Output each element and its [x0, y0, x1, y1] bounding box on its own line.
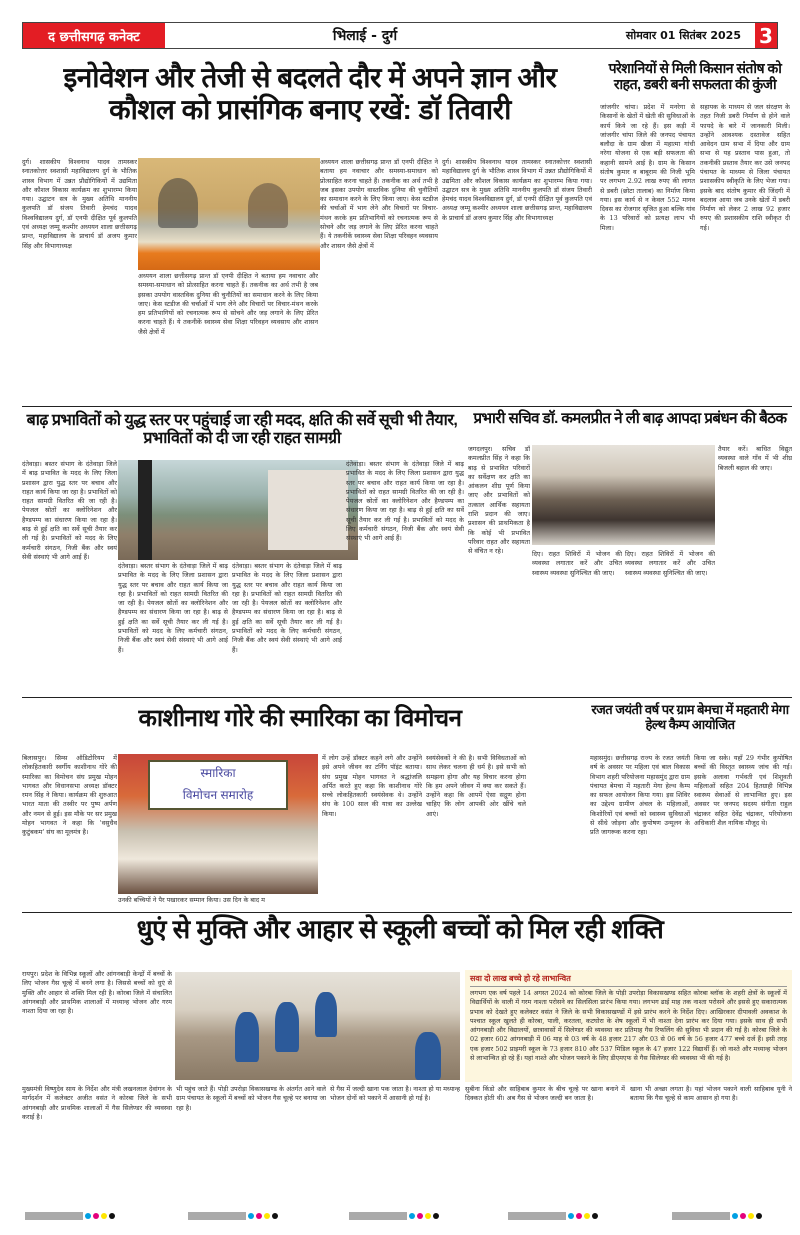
story5-col1: बिलासपुर। सिम्स ऑडिटोरियम में लोकहितकारी स्वर्गीय काशीनाथ गोरे की स्मारिका का विमोचन संघ प्रमुख मोहन भागवत और विधानसभा अध्यक्ष डॉक्टर रमन सिंह ने किया। कार्यक्रम की शुरुआत भारत माता की तस्वीर पर पुष्प अर्पण और नमन से हुई। इस मौके पर सर प्रमुख मोहन भागवत ने कहा कि 'वसुधैव कुटुंबकम' संघ का मूलमंत्र है।	[22, 754, 117, 837]
story2-col2: सहायक के माध्यम से जल संरक्षण के तहत निजी डबरी निर्माण से होने वाले फायदे के बारे में जानकारी मिली। उन्होंने आवश्यक दस्तावेज सहित आवेदन ग्राम सभा में दिया और ग्राम सभा से यह प्रस्ताव पास हुआ, तो तकनीकी प्रस्ताव तैयार कर उसे जनपद पंचायत के माध्यम से जिला पंचायत प्रशासकीय स्वीकृति के लिए भेजा गया। इसके बाद संतोष कुमार की जिंदगी में बदलाव आया जब उनके खेतों में डबरी निर्माण को लेकर 2 लाख 92 हजार रुपए की प्रशासकीय राशि स्वीकृत दी गई।	[700, 103, 790, 232]
story4-meeting-photo	[532, 445, 715, 545]
divider	[22, 697, 792, 698]
divider	[22, 912, 792, 913]
story7-bottom-col4: सुबीना किंडो और साहिबाब कुमार के बीच चूल्हे पर खाना बनाने में दिक्कत होती थी। अब गैस से भोजन जल्दी बन जाता है।	[465, 1085, 625, 1103]
story1-col1: दुर्ग। शासकीय विश्वनाथ यादव तामस्कर स्नातकोत्तर स्वशासी महाविद्यालय दुर्ग के भौतिक शास्त्र विभाग में उन्नत प्रौद्योगिकियों में उद्यमिता और कौशल विकास कार्यक्रम का शुभारम्भ किया गया। उद्घाटन सत्र के मुख्य अतिथि माननीय कुलपति डॉ संजय तिवारी हेमचंद यादव विश्वविद्यालय दुर्ग, डॉ एनपी दीक्षित पूर्व कुलपति एवं अध्यक्ष जम्मू कश्मीर अध्ययन शाला छत्तीसगढ़ प्रान्त, महाविद्यालय के प्राचार्य डॉ अजय कुमार सिंह और विभागाध्यक्ष	[22, 158, 137, 250]
story4-col1: जगदलपुर। सचिव डॉ कमलप्रीत सिंह ने कहा कि बाढ़ से प्रभावित परिवारों का सर्वेक्षण कर क्षति का आंकलन शीघ्र पूर्ण किया जाए और प्रभावितों को तत्काल आर्थिक सहायता राशि प्रदान की जाए। प्रशासन की प्राथमिकता है कि कोई भी प्रभावित परिवार राहत और सहायता से वंचित न रहे।	[468, 445, 530, 556]
yellow-dot	[101, 1213, 107, 1219]
story6-col1: महासमुंद। छत्तीसगढ़ राज्य के रजत जयंती वर्ष के अवसर पर महिला एवं बाल विकास विभाग शहरी परियोजना महासमुंद द्वारा ग्राम पंचायत बेमचा में महतारी मेगा हेल्थ कैम्प का सफल आयोजन किया गया। इस शिविर का उद्देश्य ग्रामीण अंचल के महिलाओं, किशोरियों एवं बच्चों को स्वास्थ्य सुविधाओं से सीधे जोड़ना और कुपोषण उन्मूलन के प्रति जागरूक करना रहा।	[590, 754, 690, 837]
building	[268, 470, 348, 550]
story5-col3: स्वयंसेवकों ने की है। सभी विविधताओं को साथ लेकर चलना ही धर्म है। इसे सभी को समझना होगा और यह विचार करना होगा कि हम अपने जीवन में क्या कर सकते हैं। उन्होंने कहा कि आपमें ऐसा सद्गुण होना चाहिए कि लोग आपकी ओर खींचे चले आएं।	[426, 754, 526, 818]
story7-bottom-col5: खाना भी अच्छा लगता है। यहां भोजन पकाने वाली साहिबाब यूनी ने बताया कि गैस चूल्हे से काम आसान हो गया है।	[630, 1085, 792, 1103]
banner-line1: स्मारिका	[200, 766, 236, 780]
story5-caption: उनकी बच्चियों ने पैर पखारकर सम्मान किया। उस दिन के बाद म	[118, 896, 265, 904]
registration-mark	[25, 1212, 115, 1220]
story7-col1: रायपुर। प्रदेश के विभिन्न स्कूलों और आंगनबाड़ी केन्द्रों में बच्चों के लिए भोजन गैस चूल्हे में बनने लगा है। जिससे बच्चों को धुएं से मुक्ति और आहार से शक्ति मिल रही है। कोरबा जिले में संचालित आंगनबाड़ी और प्राथमिक शालाओं में मध्यान्ह भोजन और गरम नाश्ता दिया जा रहा है।	[22, 970, 172, 1016]
newspaper-brand: द छत्तीसगढ़ कनेक्ट	[23, 23, 165, 48]
child-figure	[235, 1012, 259, 1062]
story2-headline: परेशानियों से मिली किसान संतोष को राहत, डबरी बनी सफलता की कुंजी	[608, 60, 782, 93]
edition-date: सोमवार 01 सितंबर 2025	[625, 29, 741, 42]
story5-event-photo	[118, 754, 318, 894]
story1-headline: इनोवेशन और तेजी से बदलते दौर में अपने ज्ञान और कौशल को प्रासंगिक बनाए रखें: डॉ तिवारी	[63, 62, 557, 126]
person-silhouette	[158, 178, 198, 228]
info-box-text: लगभग एक वर्ष पहले 14 अगस्त 2024 को कोरबा जिले के पोड़ी उपरोड़ा विकासखण्ड सहित कोरबा ब्लॉक के शहरी क्षेत्रों के स्कूलों में विद्यार्थियों के थाली में गरम नाश्ता परोसने का सिलसिला प्रारंभ किया गया। लगभग ढाई माह तक नाश्ता परोसने और इससे हुए सकारात्मक प्रभाव को देखते हुए कलेक्टर वसंत ने जिले के सभी विकासखण्डों में इसे प्रारंभ करने के निर्देश दिए। आखिरकार दीपावली अवकाश के पश्चात स्कूल खुलते ही कोरबा, पाली, करतला, कटघोरा के शेष स्कूलों में भी नाश्ता देना प्रारंभ कर दिया गया। इसके साथ ही सभी आंगनबाड़ी और विद्यालयों, छात्रावासों में सिलेण्डर की व्यवस्था कर प्रतिमाह गैस रिफलिंग की सुविधा भी प्रदान की गई है। कोरबा जिले के 02 हजार 602 आंगनबाड़ी में 06 माह से 03 वर्ष के 48 हजार 217 और 03 से 06 वर्ष के 56 हजार 477 बच्चे दर्ज हैं। इसी तरह एक हजार 502 प्राइमरी स्कूल के 73 हजार 810 और 537 मिडिल स्कूल के 47 हजार 122 विद्यार्थी हैं। जो नाश्ते और मध्यान्ह भोजन से लाभान्वित हो रहे हैं। यहां नाश्ते और भोजन पकाने के लिए डीएमएफ से गैस सिलेण्डर की व्यवस्था भी की गई है।	[470, 989, 787, 1062]
story3-col3: दंतेवाड़ा। बस्तर संभाग के दंतेवाड़ा जिले में बाढ़ प्रभावित के मदद के लिए जिला प्रशासन द्वारा युद्ध स्तर पर बचाव और राहत कार्य किया जा रहा है। प्रभावितों को राहत सामग्री वितरित की जा रही है। पेयजल स्रोतों का क्लोरिनेशन और हैण्डपम्प का संधारण किया जा रहा है। बाढ़ से हुई क्षति का सर्वे सूची तैयार कर ली गई है। प्रभावितों को मदद के लिए कर्मचारी संगठन, निजी बैंक और स्वयं सेवी संस्थाएं भी आगे आई हैं।	[232, 562, 342, 654]
story1-col3: दुर्ग। शासकीय विश्वनाथ यादव तामस्कर स्नातकोत्तर स्वशासी महाविद्यालय दुर्ग के भौतिक शास्त्र विभाग में उन्नत प्रौद्योगिकियों में उद्यमिता और कौशल विकास कार्यक्रम का शुभारम्भ किया गया। उद्घाटन सत्र के मुख्य अतिथि माननीय कुलपति डॉ संजय तिवारी हेमचंद यादव विश्वविद्यालय दुर्ग, डॉ एनपी दीक्षित पूर्व कुलपति एवं अध्यक्ष जम्मू कश्मीर अध्ययन शाला छत्तीसगढ़ प्रान्त, महाविद्यालय के प्राचार्य डॉ अजय कुमार सिंह और विभागाध्यक्ष	[442, 158, 592, 222]
edition-city: भिलाई - दुर्ग	[332, 28, 398, 44]
banner-line2: विमोचन समारोह	[182, 788, 254, 802]
story4-col2: दिए। राहत शिविरों में भोजन की व्यवस्था लगातार करें और उचित स्वास्थ्य व्यवस्था सुनिश्चित की जाए।	[532, 550, 622, 577]
page-number: 3	[755, 23, 777, 48]
story4-col3: दिए। राहत शिविरों में भोजन की व्यवस्था लगातार करें और उचित स्वास्थ्य व्यवस्था सुनिश्चित की जाए।	[625, 550, 715, 577]
story6-col2: किया जा सके। यहाँ 29 गंभीर कुपोषित बच्चों की विस्तृत स्वास्थ्य जांच की गई। इसके अलावा गर्भवती एवं शिशुवती महिलाओं सहित 204 हितग्राही विभिन्न स्वास्थ्य सेवाओं से लाभान्वित हुए। इस अवसर पर जनपद सदस्य संगीता राहुल चंद्राकर सहित देवेंद्र चंद्राकर, परियोजना अधिकारी शैल नायिक मौजूद थे।	[694, 754, 792, 827]
story5-col2: में लोग उन्हें डॉक्टर कहने लगे और उन्होंने इसे अपने जीवन का टर्निंग पॉइंट बताया। संघ प्रमुख मोहन भागवत ने श्रद्धांजलि अर्पित करते हुए कहा कि काशीनाथ गोरे सच्चे लोकहितकारी स्वयंसेवक थे। उन्होंने संघ के 100 साल की यात्रा का उल्लेख किया।	[322, 754, 422, 818]
story7-bottom-col1: मुख्यमंत्री विष्णुदेव साय के निर्देश और मंत्री लखनलाल देवांगन के मार्गदर्शन में कलेक्टर अजीत वसंत ने कोरबा जिले के सभी आंगनबाड़ी और प्राथमिक शालाओं में गैस सिलेण्डर की व्यवस्था कराई है।	[22, 1085, 172, 1121]
story6-headline: रजत जयंती वर्ष पर ग्राम बेमचा में महतारी मेगा हेल्थ कैम्प आयोजित	[591, 702, 789, 732]
story3-col4: दंतेवाड़ा। बस्तर संभाग के दंतेवाड़ा जिले में बाढ़ प्रभावित के मदद के लिए जिला प्रशासन द्वारा युद्ध स्तर पर बचाव और राहत कार्य किया जा रहा है। प्रभावितों को राहत सामग्री वितरित की जा रही है। पेयजल स्रोतों का क्लोरिनेशन और हैण्डपम्प का संधारण किया जा रहा है। बाढ़ से हुई क्षति का सर्वे सूची तैयार कर ली गई है। प्रभावितों को मदद के लिए कर्मचारी संगठन, निजी बैंक और स्वयं सेवी संस्थाएं भी आगे आई हैं।	[346, 460, 464, 543]
person-silhouette	[248, 183, 288, 228]
magenta-dot	[93, 1213, 99, 1219]
story1-col-under-photo: अध्ययन शाला छत्तीसगढ़ प्रान्त डॉ एनपी दीक्षित ने बताया हम नवाचार और समस्या-समाधान को प्रोत्साहित करना चाहते हैं। तकनीक का अर्थ तभी है जब इसका उपयोग वास्तविक दुनिया की चुनौतियों का समाधान करने के लिए किया जाए। केस स्टडीज की चर्चाओं में भाग लेने और विचारों पर विचार-मंथन करके हम प्रतिभागियों को रचनात्मक रूप से सोचने और जड़ लगाने के लिए प्रेरित करना चाहते हैं। ये तकनीकें स्वास्थ्य सेवा शिक्षा परिवहन व्यवसाय और शासन जैसे क्षेत्रों में	[138, 272, 318, 336]
registration-mark	[349, 1212, 439, 1220]
story7-children-photo	[175, 972, 460, 1080]
story3-headline: बाढ़ प्रभावितों को युद्ध स्तर पर पहुंचाई जा रही मदद, क्षति की सर्वे सूची भी तैयार, प्रभावितों को दी जा रही राहत सामग्री	[26, 412, 458, 448]
story2-col1: जांजगीर चांपा। प्रदेश में मनरेगा से किसानों के खेतों में खेती की सुविधाओं के कार्य किये जा रहे हैं। इस कड़ी में जांजगीर चांपा जिले की जनपद पंचायत बलौदा के ग्राम खैजा में महात्मा गांधी नरेगा योजना से एक बड़ी सफलता की कहानी सामने आई है। ग्राम के किसान संतोष कुमार व बाबूराम की निजी भूमि पर लगभग 2.92 लाख रुपए की लागत से डबरी (छोटा तालाब) का निर्माण किया गया। इस कार्य से न केवल 552 मानव दिवस का रोजगार सृजित हुआ बल्कि गांव के 13 परिवारों को प्रत्यक्ष लाभ भी मिला।	[600, 103, 695, 232]
info-box-title: सवा दो लाख बच्चे हो रहे लाभान्वित	[470, 973, 787, 987]
registration-mark	[672, 1212, 762, 1220]
masthead	[22, 22, 778, 49]
story5-headline: काशीनाथ गोरे की स्मारिका का विमोचन	[138, 705, 462, 732]
story3-flood-photo	[118, 460, 358, 560]
child-figure	[275, 1002, 299, 1052]
info-box	[465, 970, 792, 1082]
cyan-dot	[85, 1213, 91, 1219]
story7-headline: धुएं से मुक्ति और आहार से स्कूली बच्चों को मिल रही शक्ति	[136, 914, 664, 944]
registration-mark	[508, 1212, 598, 1220]
black-dot	[109, 1213, 115, 1219]
story7-bottom-col3: से गैस में जल्दी खाना पक जाता है। नाश्ता हो या मध्यान्ह भोजन दोनों को पकाने में आसानी हो गई है।	[330, 1085, 460, 1103]
story1-col2: अध्ययन शाला छत्तीसगढ़ प्रान्त डॉ एनपी दीक्षित ने बताया हम नवाचार और समस्या-समाधान को प्रोत्साहित करना चाहते हैं। तकनीक का अर्थ तभी है जब इसका उपयोग वास्तविक दुनिया की चुनौतियों का समाधान करने के लिए किया जाए। केस स्टडीज की चर्चाओं में भाग लेने और विचारों पर विचार-मंथन करके हम प्रतिभागियों को रचनात्मक रूप से सोचने और जड़ लगाने के लिए प्रेरित करना चाहते हैं। ये तकनीकें स्वास्थ्य सेवा शिक्षा परिवहन व्यवसाय और शासन जैसे क्षेत्रों में	[320, 158, 438, 270]
event-banner	[148, 760, 288, 810]
registration-mark	[188, 1212, 278, 1220]
pole	[138, 460, 152, 560]
child-figure	[415, 1032, 441, 1080]
story3-col1: दंतेवाड़ा। बस्तर संभाग के दंतेवाड़ा जिले में बाढ़ प्रभावित के मदद के लिए जिला प्रशासन द्वारा युद्ध स्तर पर बचाव और राहत कार्य किया जा रहा है। प्रभावितों को राहत सामग्री वितरित की जा रही है। पेयजल स्रोतों का क्लोरिनेशन और हैण्डपम्प का संधारण किया जा रहा है। बाढ़ से हुई क्षति का सर्वे सूची तैयार कर ली गई है। प्रभावितों को मदद के लिए कर्मचारी संगठन, निजी बैंक और स्वयं सेवी संस्थाएं भी आगे आई हैं।	[22, 460, 117, 561]
child-figure	[315, 992, 337, 1037]
story4-headline: प्रभारी सचिव डॉ. कमलप्रीत ने ली बाढ़ आपदा प्रबंधन की बैठक	[473, 410, 787, 427]
story7-bottom-col2: भी पहुंच जाते हैं। पोड़ी उपरोड़ा विकासखण्ड के अंतर्गत आने वाले ग्राम पंचायत के स्कूलों में बच्चों को भोजन गैस चूल्हे पर बनाया जा रहा है।	[176, 1085, 326, 1112]
story4-col4: तैयार करें। बाधित विद्युत व्यवस्था वाले गाँव में भी शीघ्र बिजली बहाल की जाए।	[718, 445, 792, 472]
story3-col2: दंतेवाड़ा। बस्तर संभाग के दंतेवाड़ा जिले में बाढ़ प्रभावित के मदद के लिए जिला प्रशासन द्वारा युद्ध स्तर पर बचाव और राहत कार्य किया जा रहा है। प्रभावितों को राहत सामग्री वितरित की जा रही है। पेयजल स्रोतों का क्लोरिनेशन और हैण्डपम्प का संधारण किया जा रहा है। बाढ़ से हुई क्षति का सर्वे सूची तैयार कर ली गई है। प्रभावितों को मदद के लिए कर्मचारी संगठन, निजी बैंक और स्वयं सेवी संस्थाएं भी आगे आई हैं।	[118, 562, 228, 654]
divider	[22, 406, 792, 407]
